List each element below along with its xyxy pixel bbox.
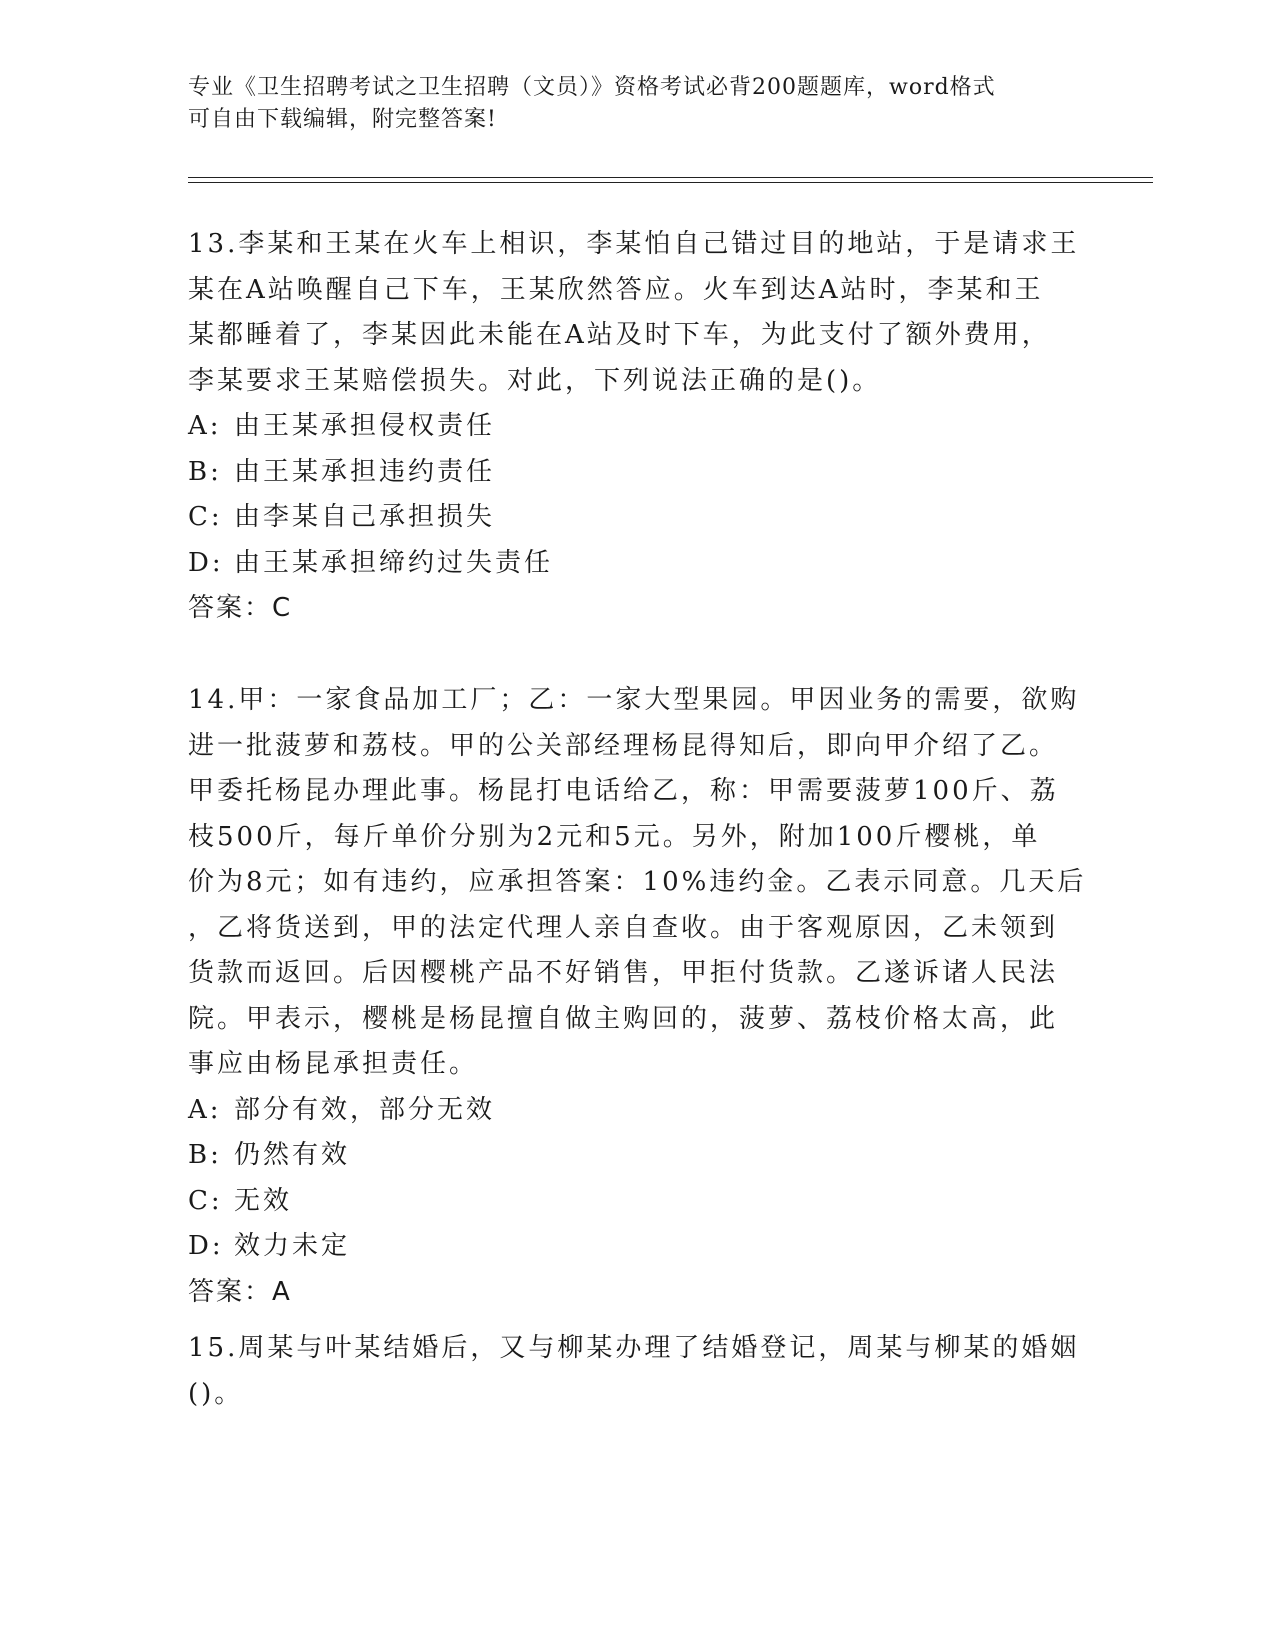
question-stem-line: 某都睡着了，李某因此未能在A站及时下车，为此支付了额外费用， [188,320,1051,350]
option-text: 效力未定 [234,1231,351,1261]
question-stem-line: 14.甲：一家食品加工厂；乙：一家大型果园。甲因业务的需要，欲购 [188,685,1080,715]
option-a [188,404,1088,450]
option-d [188,1224,1088,1270]
header-title-line-1: 专业《卫生招聘考试之卫生招聘（文员）》资格考试必背200题题库，word格式 [188,75,996,100]
option-letter: D: [188,1231,224,1261]
option-text: 仍然有效 [234,1140,351,1170]
question-stem-line: 13.李某和王某在火车上相识，李某怕自己错过目的地站，于是请求王 [188,229,1080,259]
option-text: 无效 [234,1185,293,1216]
option-letter: C: [188,1185,223,1216]
question-14 [188,678,1088,1315]
question-15 [188,1326,1088,1417]
option-b [188,450,1088,496]
option-text: 由王某承担违约责任 [234,456,496,487]
question-stem-line: 甲委托杨昆办理此事。杨昆打电话给乙，称：甲需要菠萝100斤、荔 [188,776,1059,806]
answer-line: 答案：A [188,1276,292,1307]
option-text: 部分有效，部分无效 [234,1094,496,1125]
question-stem-line: 院。甲表示，樱桃是杨昆擅自做主购回的，菠萝、荔枝价格太高，此 [188,1003,1059,1034]
question-stem-line: ，乙将货送到，甲的法定代理人亲自查收。由于客观原因，乙未领到 [188,912,1059,943]
option-b [188,1133,1088,1179]
document-header [188,72,1088,136]
option-text: 由李某自己承担损失 [234,502,496,532]
option-letter: D: [188,547,224,578]
question-stem-line: 进一批菠萝和荔枝。甲的公关部经理杨昆得知后，即向甲介绍了乙。 [188,730,1059,761]
question-stem-line: 15.周某与叶某结婚后，又与柳某办理了结婚登记，周某与柳某的婚姻 [188,1333,1080,1363]
question-stem-line: ()。 [188,1378,244,1409]
option-letter: B: [188,456,222,487]
option-letter: B: [188,1140,222,1170]
option-c [188,495,1088,541]
option-letter: C: [188,502,223,532]
question-stem-line: 某在A站唤醒自己下车，王某欣然答应。火车到达A站时，李某和王 [188,274,1044,305]
option-text: 由王某承担侵权责任 [234,411,496,441]
option-text: 由王某承担缔约过失责任 [234,547,554,578]
option-letter: A: [188,411,222,441]
header-title-line-2: 可自由下载编辑，附完整答案! [188,107,497,132]
question-stem-line: 事应由杨昆承担责任。 [188,1049,479,1079]
answer-line: 答案：C [188,593,293,623]
option-a [188,1088,1088,1134]
question-stem-line: 价为8元；如有违约，应承担答案：10%违约金。乙表示同意。几天后 [188,867,1087,897]
header-double-rule [188,177,1153,183]
option-letter: A: [188,1094,222,1125]
question-13 [188,222,1088,632]
option-c [188,1179,1088,1225]
option-d [188,541,1088,587]
question-stem-line: 货款而返回。后因樱桃产品不好销售，甲拒付货款。乙遂诉诸人民法 [188,958,1059,988]
question-stem-line: 李某要求王某赔偿损失。对此，下列说法正确的是()。 [188,365,882,396]
question-stem-line: 枝500斤，每斤单价分别为2元和5元。另外，附加100斤樱桃，单 [188,821,1041,852]
